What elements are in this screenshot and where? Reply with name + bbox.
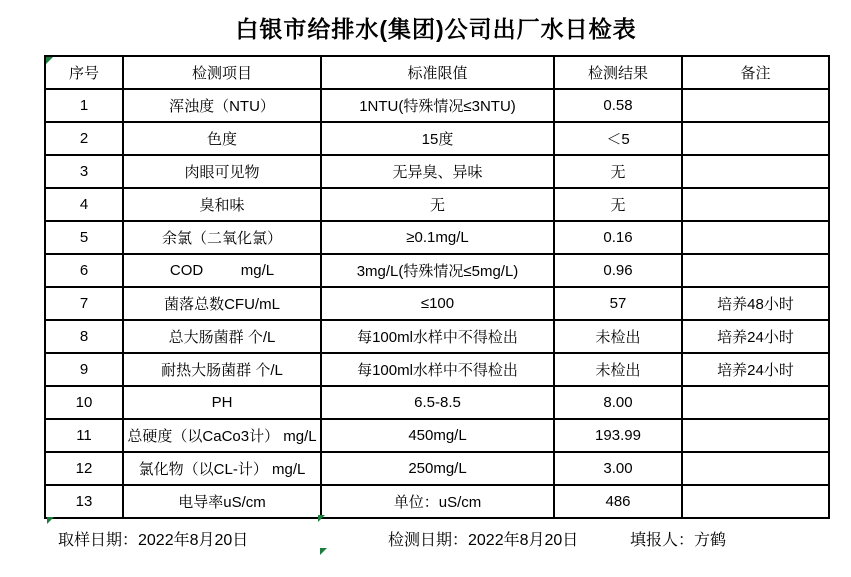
cell-note — [682, 221, 829, 254]
cell-note: 培养48小时 — [682, 287, 829, 320]
sampling-date-label: 取样日期：2022年8月20日 — [58, 532, 249, 549]
cell-index: 6 — [45, 254, 123, 287]
reporter-label: 填报人：方鹤 — [630, 532, 727, 549]
cell-item: 余氯（二氧化氯） — [123, 221, 321, 254]
table-row — [45, 419, 829, 452]
cell-note — [682, 254, 829, 287]
cell-item: 臭和味 — [123, 188, 321, 221]
cell-item: 浑浊度（NTU） — [123, 89, 321, 122]
table-row — [45, 254, 829, 287]
column-header-result: 检测结果 — [554, 56, 682, 89]
cell-item: 耐热大肠菌群 个/L — [123, 353, 321, 386]
cell-result: 无 — [554, 188, 682, 221]
cell-note — [682, 419, 829, 452]
cell-item: 电导率uS/cm — [123, 485, 321, 518]
table-header-row — [45, 56, 829, 89]
cell-note — [682, 155, 829, 188]
cell-note — [682, 122, 829, 155]
cell-limit: 6.5-8.5 — [321, 386, 554, 419]
cell-note — [682, 452, 829, 485]
column-header-note: 备注 — [682, 56, 829, 89]
cell-result: 未检出 — [554, 353, 682, 386]
cell-item: 肉眼可见物 — [123, 155, 321, 188]
cell-index: 10 — [45, 386, 123, 419]
cell-result: 未检出 — [554, 320, 682, 353]
cell-limit: ≥0.1mg/L — [321, 221, 554, 254]
cell-limit: ≤100 — [321, 287, 554, 320]
table-row — [45, 485, 829, 518]
cell-result: 0.16 — [554, 221, 682, 254]
table-row — [45, 155, 829, 188]
cell-index: 13 — [45, 485, 123, 518]
cell-error-indicator-icon — [320, 548, 327, 555]
cell-item: COD mg/L — [123, 254, 321, 287]
cell-limit: 250mg/L — [321, 452, 554, 485]
cell-note: 培养24小时 — [682, 353, 829, 386]
cell-limit: 每100ml水样中不得检出 — [321, 320, 554, 353]
table-row — [45, 122, 829, 155]
table-row — [45, 386, 829, 419]
table-row — [45, 452, 829, 485]
cell-index: 9 — [45, 353, 123, 386]
cell-index: 3 — [45, 155, 123, 188]
cell-limit: 单位：uS/cm — [321, 485, 554, 518]
cell-item: 总大肠菌群 个/L — [123, 320, 321, 353]
column-header-limit: 标准限值 — [321, 56, 554, 89]
cell-limit: 无异臭、异味 — [321, 155, 554, 188]
cell-note: 培养24小时 — [682, 320, 829, 353]
cell-index: 7 — [45, 287, 123, 320]
cell-result: 3.00 — [554, 452, 682, 485]
page-title: 白银市给排水(集团)公司出厂水日检表 — [235, 16, 637, 42]
cell-note — [682, 188, 829, 221]
cell-note — [682, 485, 829, 518]
cell-result: 8.00 — [554, 386, 682, 419]
table-row — [45, 221, 829, 254]
cell-item: 氯化物（以CL-计） mg/L — [123, 452, 321, 485]
cell-result: 0.58 — [554, 89, 682, 122]
table-row — [45, 89, 829, 122]
cell-limit: 1NTU(特殊情况≤3NTU) — [321, 89, 554, 122]
cell-index: 12 — [45, 452, 123, 485]
test-date-label: 检测日期：2022年8月20日 — [388, 532, 579, 549]
cell-item: 色度 — [123, 122, 321, 155]
cell-item: 菌落总数CFU/mL — [123, 287, 321, 320]
cell-note — [682, 89, 829, 122]
table-row — [45, 353, 829, 386]
table-row — [45, 188, 829, 221]
inspection-table — [44, 55, 830, 519]
column-header-item: 检测项目 — [123, 56, 321, 89]
cell-limit: 450mg/L — [321, 419, 554, 452]
cell-index: 8 — [45, 320, 123, 353]
cell-result: 486 — [554, 485, 682, 518]
cell-index: 4 — [45, 188, 123, 221]
table-row — [45, 287, 829, 320]
cell-limit: 3mg/L(特殊情况≤5mg/L) — [321, 254, 554, 287]
cell-item: PH — [123, 386, 321, 419]
cell-error-indicator-icon — [47, 517, 54, 524]
cell-index: 5 — [45, 221, 123, 254]
cell-result: 0.96 — [554, 254, 682, 287]
cell-result: 57 — [554, 287, 682, 320]
cell-index: 11 — [45, 419, 123, 452]
cell-result: 无 — [554, 155, 682, 188]
cell-limit: 15度 — [321, 122, 554, 155]
column-header-index: 序号 — [45, 56, 123, 89]
cell-index: 2 — [45, 122, 123, 155]
cell-note — [682, 386, 829, 419]
cell-item: 总硬度（以CaCo3计） mg/L — [123, 419, 321, 452]
cell-index: 1 — [45, 89, 123, 122]
table-row — [45, 320, 829, 353]
cell-result: ＜5 — [554, 122, 682, 155]
cell-limit: 每100ml水样中不得检出 — [321, 353, 554, 386]
cell-result: 193.99 — [554, 419, 682, 452]
cell-limit: 无 — [321, 188, 554, 221]
